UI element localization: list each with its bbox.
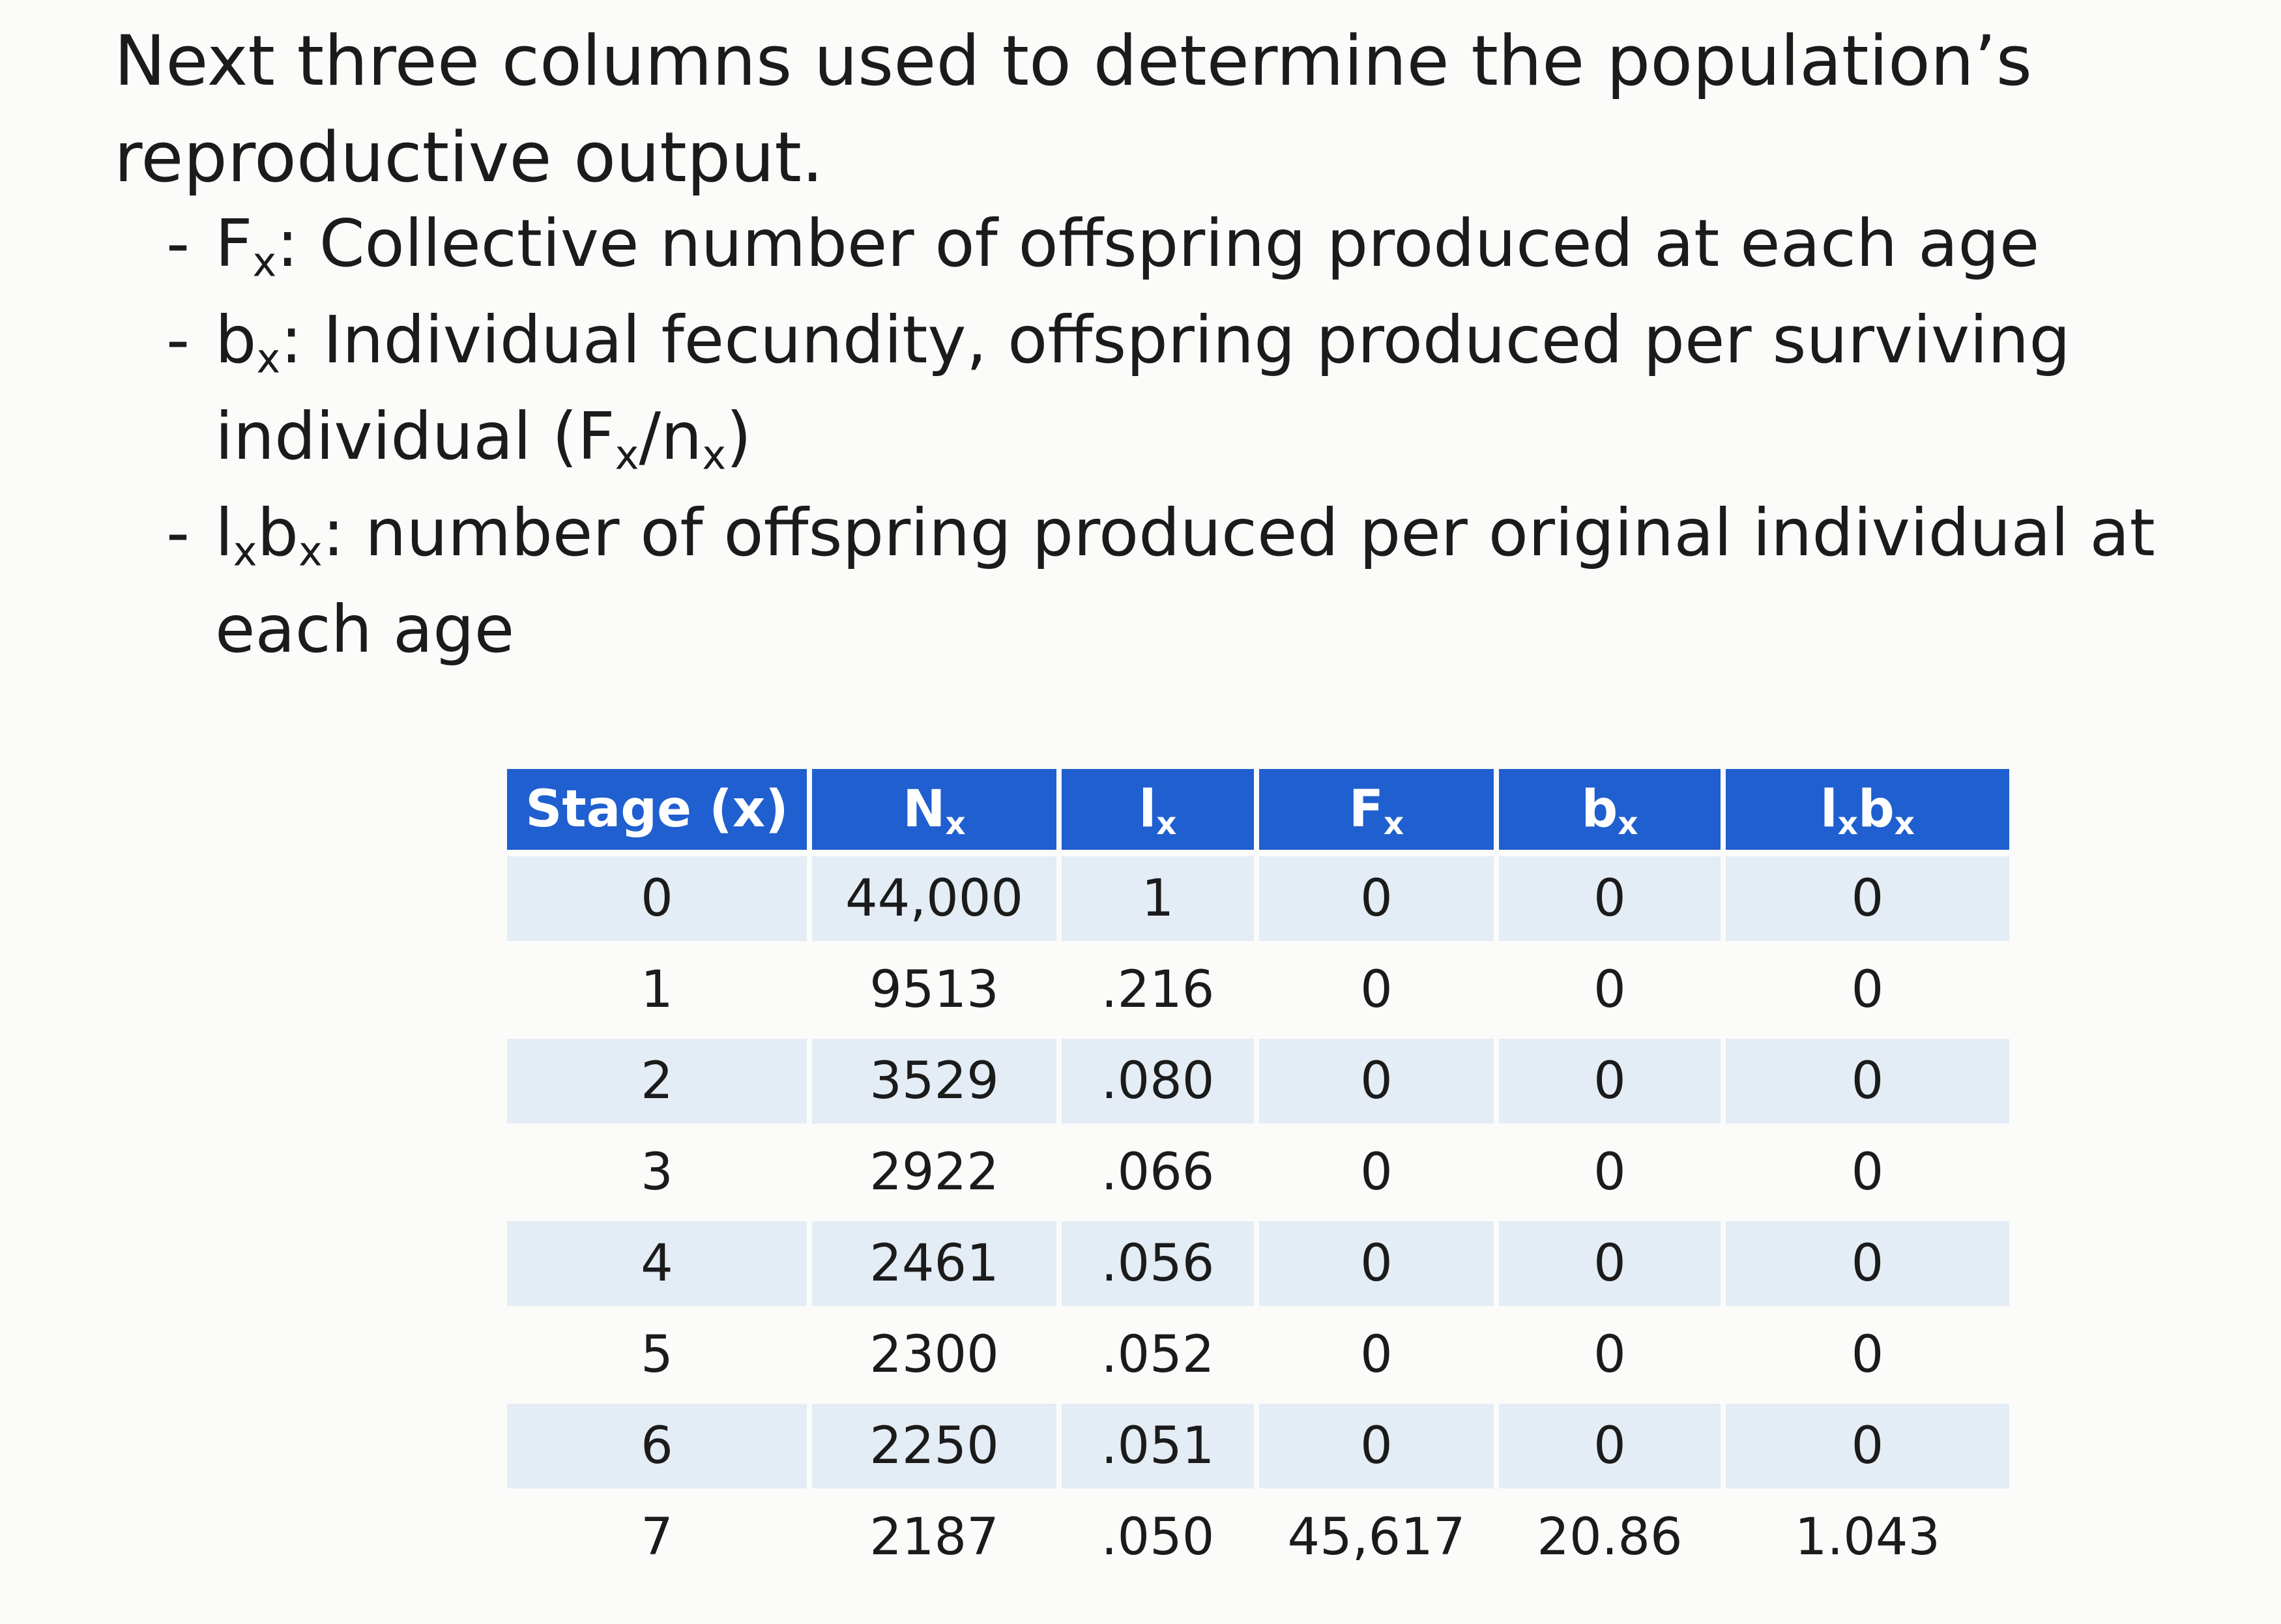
cell-bx: 0 bbox=[1593, 1326, 1626, 1384]
bullet-text-tail: ) bbox=[726, 398, 752, 474]
cell-lxbx: 1.043 bbox=[1794, 1508, 1941, 1567]
cell-stage: 3 bbox=[641, 1143, 673, 1202]
bullet-symbol: b bbox=[257, 495, 298, 571]
table-row bbox=[507, 1404, 2009, 1488]
table-row bbox=[507, 1130, 2009, 1215]
cell-stage: 5 bbox=[641, 1326, 673, 1384]
cell-bx: 0 bbox=[1593, 961, 1626, 1019]
bullet-subscript: x bbox=[702, 431, 727, 479]
bullet-fx bbox=[166, 196, 2239, 292]
bullet-lxbx bbox=[166, 485, 2239, 678]
cell-lxbx: 0 bbox=[1851, 1326, 1884, 1384]
cell-bx: 0 bbox=[1499, 1404, 1721, 1488]
table-row bbox=[507, 1221, 2009, 1306]
cell-bx: 0 bbox=[1499, 856, 1721, 941]
cell-fx: 0 bbox=[1259, 856, 1494, 941]
cell-stage: 2 bbox=[507, 1039, 807, 1124]
bullet-text: : Individual fecundity, offspring produced per surviving individual (F bbox=[215, 302, 2070, 474]
cell-nx: 2187 bbox=[869, 1508, 999, 1567]
cell-lxbx: 0 bbox=[1726, 1404, 2009, 1488]
cell-stage: 4 bbox=[507, 1221, 807, 1306]
cell-lxbx: 0 bbox=[1726, 1221, 2009, 1306]
cell-fx: 0 bbox=[1360, 961, 1393, 1019]
cell-nx: 2461 bbox=[812, 1221, 1056, 1306]
cell-bx: 0 bbox=[1499, 1039, 1721, 1124]
cell-nx: 2250 bbox=[812, 1404, 1056, 1488]
cell-nx: 2922 bbox=[869, 1143, 999, 1202]
cell-fx: 0 bbox=[1259, 1039, 1494, 1124]
cell-stage: 7 bbox=[641, 1508, 673, 1567]
cell-fx: 0 bbox=[1259, 1221, 1494, 1306]
cell-lx: .066 bbox=[1101, 1143, 1215, 1202]
table-header-row bbox=[507, 769, 2009, 850]
cell-lx: .052 bbox=[1101, 1326, 1215, 1384]
cell-bx: 20.86 bbox=[1537, 1508, 1683, 1567]
cell-fx: 0 bbox=[1360, 1326, 1393, 1384]
cell-lx: 1 bbox=[1062, 856, 1254, 941]
cell-lxbx: 0 bbox=[1726, 1039, 2009, 1124]
cell-lx: .216 bbox=[1101, 961, 1215, 1019]
bullet-symbol: F bbox=[215, 205, 253, 282]
bullet-dash: - bbox=[166, 205, 190, 282]
bullet-text-mid: /n bbox=[639, 398, 703, 474]
cell-stage: 0 bbox=[507, 856, 807, 941]
col-header-bx: $b_x$ bbox=[1499, 769, 1721, 850]
table-row bbox=[507, 1312, 2009, 1397]
cell-bx: 0 bbox=[1593, 1143, 1626, 1202]
slide-heading: Next three columns used to determine the population’s reproductive output. bbox=[114, 21, 2033, 197]
bullet-symbol: l bbox=[215, 495, 233, 571]
cell-fx: 0 bbox=[1360, 1143, 1393, 1202]
cell-lx: .080 bbox=[1062, 1039, 1254, 1124]
life-table-container bbox=[502, 762, 2014, 1586]
cell-lxbx: 0 bbox=[1851, 1143, 1884, 1202]
bullet-text: : number of offspring produced per original individual at each age bbox=[215, 495, 2155, 667]
bullet-subscript: x bbox=[256, 334, 281, 383]
cell-lx: .050 bbox=[1101, 1508, 1215, 1567]
cell-bx: 0 bbox=[1499, 1221, 1721, 1306]
cell-nx: 2300 bbox=[869, 1326, 999, 1384]
bullet-text: : Collective number of offspring produced at each age bbox=[276, 205, 2040, 282]
bullet-subscript: x bbox=[298, 527, 323, 575]
bullet-symbol: b bbox=[215, 302, 257, 378]
cell-nx: 3529 bbox=[812, 1039, 1056, 1124]
col-header-fx: $F_x$ bbox=[1259, 769, 1494, 850]
bullet-dash: - bbox=[166, 495, 190, 571]
cell-lxbx: 0 bbox=[1726, 856, 2009, 941]
table-row bbox=[507, 856, 2009, 941]
bullet-subscript: x bbox=[233, 527, 257, 575]
cell-lx: .051 bbox=[1062, 1404, 1254, 1488]
cell-stage: 1 bbox=[641, 961, 673, 1019]
bullet-subscript: x bbox=[252, 238, 277, 286]
col-header-stage: Stage (x) bbox=[507, 769, 807, 850]
life-table bbox=[502, 762, 2014, 1586]
col-header-nx: $N_x$ bbox=[812, 769, 1056, 850]
table-row bbox=[507, 948, 2009, 1032]
col-header-lxbx: $l_xb_x$ bbox=[1726, 769, 2009, 850]
bullet-dash: - bbox=[166, 302, 190, 378]
bullet-subscript: x bbox=[615, 431, 639, 479]
table-row bbox=[507, 1039, 2009, 1124]
bullet-bx bbox=[166, 292, 2239, 485]
cell-lxbx: 0 bbox=[1851, 961, 1884, 1019]
cell-nx: 44,000 bbox=[812, 856, 1056, 941]
cell-nx: 9513 bbox=[869, 961, 999, 1019]
bullet-list bbox=[166, 196, 2239, 678]
table-row bbox=[507, 1495, 2009, 1580]
col-header-lx: $l_x$ bbox=[1062, 769, 1254, 850]
cell-fx: 0 bbox=[1259, 1404, 1494, 1488]
cell-fx: 45,617 bbox=[1287, 1508, 1466, 1567]
cell-stage: 6 bbox=[507, 1404, 807, 1488]
cell-lx: .056 bbox=[1062, 1221, 1254, 1306]
